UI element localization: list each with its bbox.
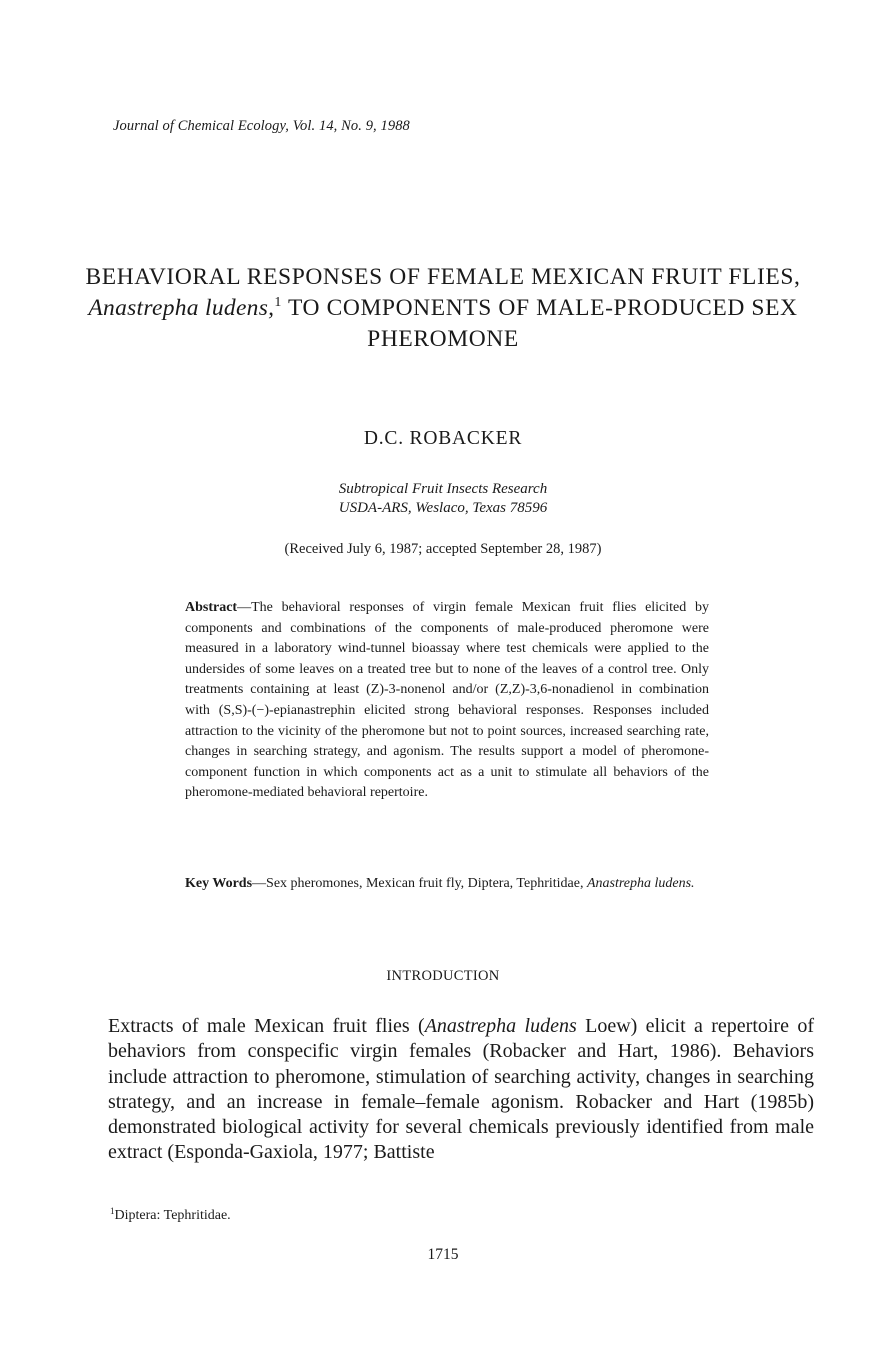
journal-citation: Journal of Chemical Ecology, Vol. 14, No. 9, 1988 [113,118,410,134]
title-footnote-mark: 1 [274,295,282,310]
received-dates: (Received July 6, 1987; accepted September 28, 1987) [284,541,602,557]
key-words-species: Anastrepha ludens. [586,876,695,891]
introduction-paragraph [108,1014,814,1166]
author-affiliation [0,480,886,518]
footnote-mark: 1 [110,1206,115,1216]
key-words-text: —Sex pheromones, Mexican fruit fly, Diptera, Tephritidae, [252,876,587,891]
intro-text-1: Extracts of male Mexican fruit flies ( [108,1015,425,1037]
key-words [185,874,709,895]
key-words-label: Key Words [185,876,253,891]
affiliation-line-2: USDA-ARS, Weslaco, Texas 78596 [338,500,548,516]
title-part-2: TO COMPONENTS OF MALE-PRODUCED SEX PHEROMONE [281,295,798,352]
page-number: 1715 [427,1246,459,1263]
abstract-label: Abstract [185,600,238,615]
intro-text-2: Loew) elicit a repertoire of behaviors from conspecific virgin females (Robacker and Hart, 1986). Behaviors include attraction to pheromone, stimulation of searching activity, changes in searching strategy, and an increase in female–female agonism. Robacker and Hart (1985b) demonstrated biological activity for several chemicals previously identified from male extract (Esponda-Gaxiola, 1977; Battiste [108,1015,814,1164]
affiliation-line-1: Subtropical Fruit Insects Research [338,481,548,497]
abstract-text: —The behavioral responses of virgin female Mexican fruit flies elicited by components and combinations of the components of male-produced pheromone were measured in a laboratory wind-tunnel bioassay where test chemicals were applied to the undersides of some leaves on a treated tree but to none of the leaves of a control tree. Only treatments containing at least (Z)-3-nonenol and/or (Z,Z)-3,6-nonadienol in combination with (S,S)-(−)-epianastrephin elicited strong behavioral responses. Responses included attraction to the vicinity of the pheromone but not to point sources, increased searching rate, changes in searching strategy, and agonism. The results support a model of pheromone-component function in which components act as a unit to stimulate all behaviors of the pheromone-mediated behavioral repertoire. [185,600,709,801]
title-part-1: BEHAVIORAL RESPONSES OF FEMALE MEXICAN FRUIT FLIES, [85,264,801,290]
intro-species: Anastrepha ludens [424,1015,577,1037]
footnote-text: Diptera: Tephritidae. [114,1208,231,1223]
author-name: D.C. ROBACKER [363,428,523,449]
title-species: Anastrepha ludens, [88,295,275,321]
abstract [185,598,709,804]
section-heading: INTRODUCTION [386,968,500,984]
article-title [60,262,826,355]
footnote [110,1208,231,1224]
